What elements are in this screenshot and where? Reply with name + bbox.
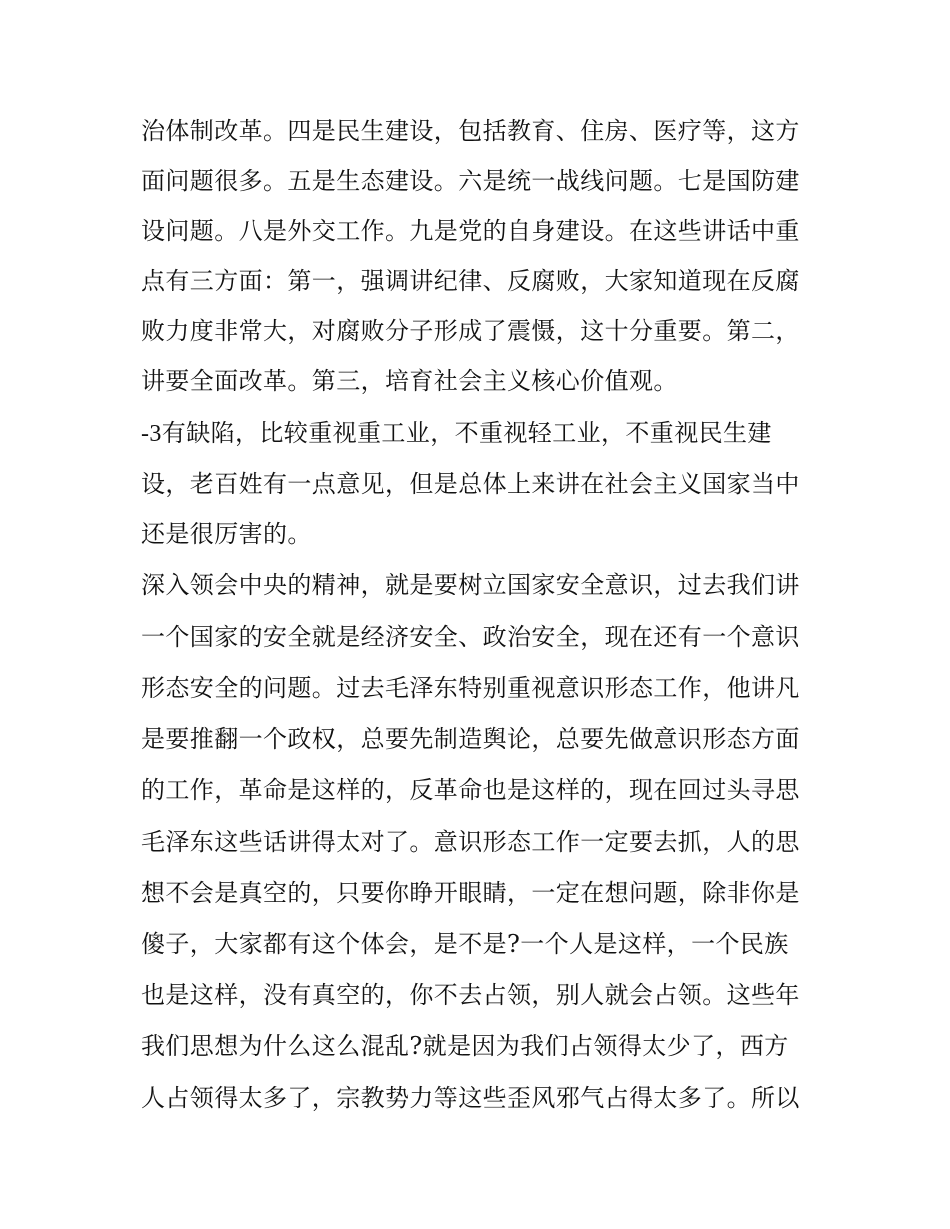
text-line: 设问题。八是外交工作。九是党的自身建设。在这些讲话中重 bbox=[141, 217, 800, 245]
text-line: 毛泽东这些话讲得太对了。意识形态工作一定要去抓，人的思 bbox=[141, 828, 800, 856]
text-line: 一个国家的安全就是经济安全、政治安全，现在还有一个意识 bbox=[141, 623, 800, 651]
text-line: 傻子，大家都有这个体会，是不是?一个人是这样，一个民族 bbox=[141, 930, 789, 958]
text-line: 想不会是真空的，只要你睁开眼睛，一定在想问题，除非你是 bbox=[141, 879, 800, 907]
text-line: -3有缺陷，比较重视重工业，不重视轻工业，不重视民生建 bbox=[141, 421, 772, 447]
text-line: 面问题很多。五是生态建设。六是统一战线问题。七是国防建 bbox=[141, 167, 800, 195]
text-line: 设，老百姓有一点意见，但是总体上来讲在社会主义国家当中 bbox=[141, 470, 800, 498]
text-line: 治体制改革。四是民生建设，包括教育、住房、医疗等，这方 bbox=[141, 117, 800, 145]
text-line: 讲要全面改革。第三，培育社会主义核心价值观。 bbox=[141, 367, 678, 395]
text-line: 点有三方面：第一，强调讲纪律、反腐败，大家知道现在反腐 bbox=[141, 267, 800, 295]
text-line: 形态安全的问题。过去毛泽东特别重视意识形态工作，他讲凡 bbox=[141, 674, 800, 702]
text-line: 人占领得太多了，宗教势力等这些歪风邪气占得太多了。所以 bbox=[141, 1084, 800, 1112]
text-line: 是要推翻一个政权，总要先制造舆论，总要先做意识形态方面 bbox=[141, 725, 800, 753]
text-line: 还是很厉害的。 bbox=[141, 520, 312, 548]
text-line: 我们思想为什么这么混乱?就是因为我们占领得太少了，西方 bbox=[141, 1032, 789, 1060]
text-line: 也是这样，没有真空的，你不去占领，别人就会占领。这些年 bbox=[141, 981, 800, 1009]
text-line: 深入领会中央的精神，就是要树立国家安全意识，过去我们讲 bbox=[141, 571, 800, 599]
text-line: 的工作，革命是这样的，反革命也是这样的，现在回过头寻思 bbox=[141, 776, 800, 804]
text-line: 败力度非常大，对腐败分子形成了震慑，这十分重要。第二， bbox=[141, 317, 800, 345]
